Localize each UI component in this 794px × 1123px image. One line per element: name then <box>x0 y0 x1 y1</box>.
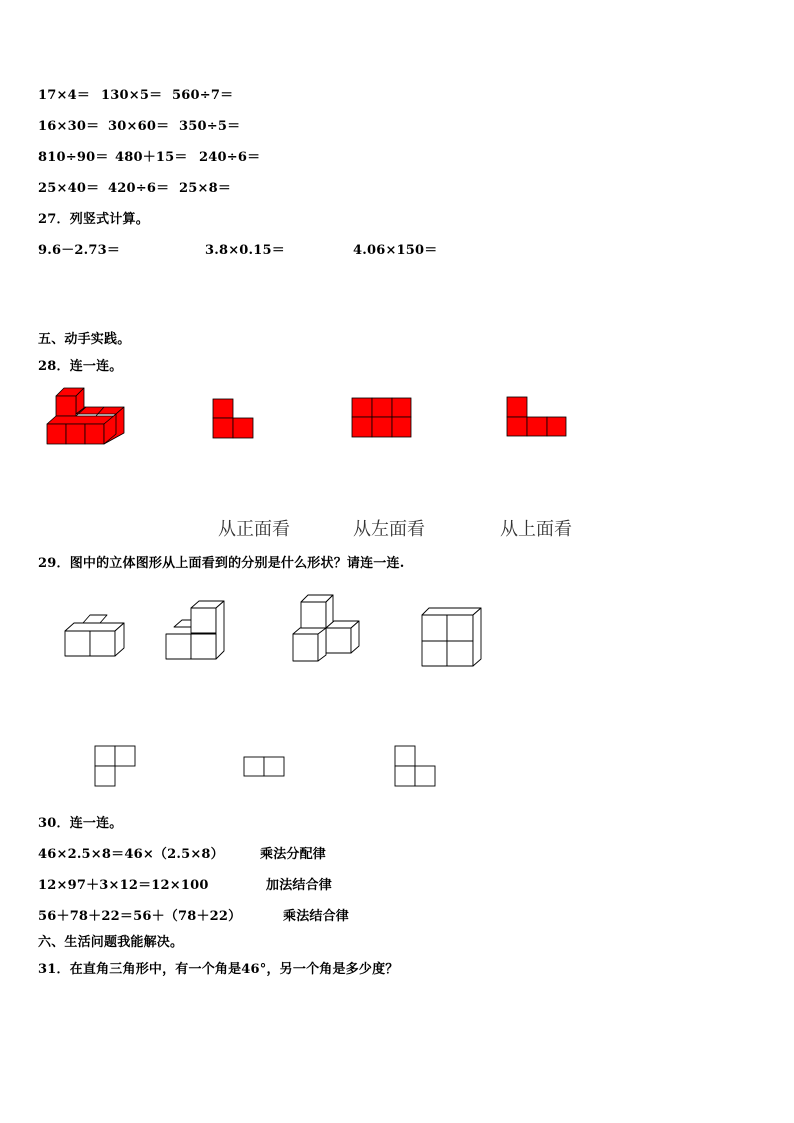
calc-item: 480＋15＝ <box>115 150 188 165</box>
red-3d-solid <box>47 388 124 444</box>
view-label-left: 从左面看 <box>353 519 425 540</box>
law-label: 乘法分配律 <box>260 847 327 862</box>
cube-solid-1 <box>65 615 124 656</box>
calc-item: 16×30＝ <box>38 119 100 134</box>
calc-item: 240÷6＝ <box>199 150 261 165</box>
calc-item: 350÷5＝ <box>179 119 241 134</box>
q31-title: 31．在直角三角形中，有一个角是46°，另一个角是多少度？ <box>38 962 399 977</box>
calc-item: 420÷6＝ <box>108 181 170 196</box>
view-label-top: 从上面看 <box>500 519 572 540</box>
section-5-heading: 五、动手实践。 <box>38 332 131 347</box>
q29-title: 29．图中的立体图形从上面看到的分别是什么形状？请连一连. <box>38 556 405 571</box>
vertical-calc-item: 4.06×150＝ <box>353 243 438 258</box>
calc-item: 17×4＝ <box>38 88 91 103</box>
calc-item: 130×5＝ <box>101 88 163 103</box>
section-6-heading: 六、生活问题我能解决。 <box>38 935 184 950</box>
calc-item: 560÷7＝ <box>172 88 234 103</box>
red-view-top <box>507 397 566 436</box>
calc-item: 25×8＝ <box>179 181 232 196</box>
top-shape-3 <box>395 746 435 786</box>
expression: 46×2.5×8＝46×（2.5×8） <box>38 847 224 862</box>
top-shape-2 <box>244 757 284 776</box>
red-view-front <box>213 399 253 438</box>
cube-solid-2 <box>166 601 224 659</box>
cube-solid-3 <box>293 595 359 661</box>
calc-item: 25×40＝ <box>38 181 100 196</box>
view-label-front: 从正面看 <box>218 519 290 540</box>
vertical-calc-item: 3.8×0.15＝ <box>205 243 285 258</box>
calc-item: 810÷90＝ <box>38 150 109 165</box>
expression: 56＋78＋22＝56＋（78＋22） <box>38 909 242 924</box>
law-label: 乘法结合律 <box>283 909 350 924</box>
q30-title: 30．连一连。 <box>38 816 123 831</box>
q28-title: 28．连一连。 <box>38 359 123 374</box>
cube-solid-4 <box>422 608 481 666</box>
red-view-left <box>352 398 411 437</box>
calc-item: 30×60＝ <box>108 119 170 134</box>
vertical-calc-item: 9.6－2.73＝ <box>38 243 121 258</box>
law-label: 加法结合律 <box>266 878 333 893</box>
top-shape-1 <box>95 746 135 786</box>
expression: 12×97＋3×12＝12×100 <box>38 878 209 893</box>
q27-title: 27．列竖式计算。 <box>38 212 149 227</box>
